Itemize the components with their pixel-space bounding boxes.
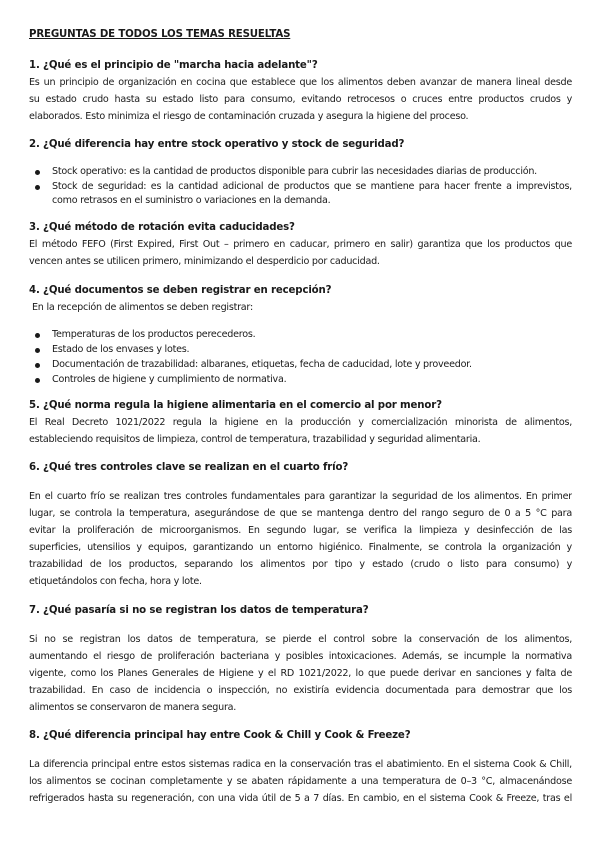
answer-1-line: elaborados. Esto minimiza el riesgo de contaminación cruzada y asegura la higiene del proceso. [29,111,469,122]
answer-6-line: etiquetándolos con fecha, hora y lote. [29,576,202,587]
answer-6-line: evitar la proliferación de microorganismos. En segundo lugar, se verifica la limpieza y desinfección de las [29,525,572,536]
answer-7-line: Si no se registran los datos de temperatura, se pierde el control sobre la conservación de los alimentos, [29,634,572,645]
answer-3-line: El método FEFO (First Expired, First Out – primero en caducar, primero en salir) garantiza que los productos que [29,239,572,250]
answer-6-line: trazabilidad de los productos, separando los alimentos por tipo y estado (crudo o listo para consumo) y [29,559,572,570]
answer-6-line: superficies, utensilios y equipos, garantizando un entorno higiénico. Finalmente, se controla la organización y [29,542,572,553]
question-7-heading: 7. ¿Qué pasaría si no se registran los datos de temperatura? [29,605,369,616]
answer-6-line: En el cuarto frío se realizan tres controles fundamentales para garantizar la seguridad de los alimentos. En primer [29,491,572,502]
answer-3-line: vencen antes se utilicen primero, minimizando el desperdicio por caducidad. [29,256,380,267]
answer-2-bullet: Stock de seguridad: es la cantidad adicional de productos que se mantiene para hacer frente a imprevistos, [52,181,572,192]
bullet-icon [35,348,40,353]
page-title: PREGUNTAS DE TODOS LOS TEMAS RESUELTAS [29,29,291,40]
question-4-heading: 4. ¿Qué documentos se deben registrar en recepción? [29,285,332,296]
answer-5-line: estableciendo requisitos de limpieza, control de temperatura, trazabilidad y seguridad alimentaria. [29,434,481,445]
answer-6-line: lugar, se controla la temperatura, asegurándose de que se mantenga dentro del rango seguro de 0 a 5 °C para [29,508,572,519]
answer-2-bullet-continuation: como retrasos en el suministro o variaciones en la demanda. [52,195,331,206]
question-3-heading: 3. ¿Qué método de rotación evita caducidades? [29,222,295,233]
answer-5-line: El Real Decreto 1021/2022 regula la higiene en la producción y comercialización minorista de alimentos, [29,417,572,428]
question-8-heading: 8. ¿Qué diferencia principal hay entre Cook & Chill y Cook & Freeze? [29,730,411,741]
answer-1-line: Es un principio de organización en cocina que establece que los alimentos deben avanzar de manera lineal desde [29,77,572,88]
bullet-icon [35,185,40,190]
bullet-icon [35,333,40,338]
answer-8-line: los alimentos se cocinan completamente y se abaten rápidamente a una temperatura de 0–3 °C, almacenándose [29,776,572,787]
answer-7-line: trazabilidad. En caso de incidencia o inspección, no existiría evidencia documentada para demostrar que los [29,685,572,696]
answer-8-line: refrigerados hasta su regeneración, con una vida útil de 5 a 7 días. En cambio, en el sistema Cook & Freeze, tras el [29,793,572,804]
question-6-heading: 6. ¿Qué tres controles clave se realizan en el cuarto frío? [29,462,349,473]
bullet-icon [35,378,40,383]
answer-7-line: aumentando el riesgo de proliferación bacteriana y posibles intoxicaciones. Además, se incumple la normativa [29,651,572,662]
answer-7-line: alimentos se conservaron de manera segura. [29,702,237,713]
answer-8-line: La diferencia principal entre estos sistemas radica en la conservación tras el abatimiento. En el sistema Cook & Chill, [29,759,572,770]
question-5-heading: 5. ¿Qué norma regula la higiene alimentaria en el comercio al por menor? [29,400,442,411]
answer-7-line: vigente, como los Planes Generales de Higiene y el RD 1021/2022, lo que puede derivar en sanciones y falta de [29,668,572,679]
answer-4-bullet: Estado de los envases y lotes. [52,344,190,355]
bullet-icon [35,170,40,175]
answer-4-bullet: Controles de higiene y cumplimiento de normativa. [52,374,287,385]
answer-4-intro: En la recepción de alimentos se deben registrar: [32,302,253,313]
bullet-icon [35,363,40,368]
answer-4-bullet: Documentación de trazabilidad: albaranes, etiquetas, fecha de caducidad, lote y proveedor. [52,359,472,370]
answer-2-bullet: Stock operativo: es la cantidad de productos disponible para cubrir las necesidades diarias de producción. [52,166,537,177]
answer-1-line: su estado crudo hasta su estado listo para consumo, evitando retrocesos o cruces entre productos crudos y [29,94,572,105]
question-1-heading: 1. ¿Qué es el principio de "marcha hacia adelante"? [29,60,318,71]
question-2-heading: 2. ¿Qué diferencia hay entre stock operativo y stock de seguridad? [29,139,405,150]
answer-4-bullet: Temperaturas de los productos perecederos. [52,329,256,340]
